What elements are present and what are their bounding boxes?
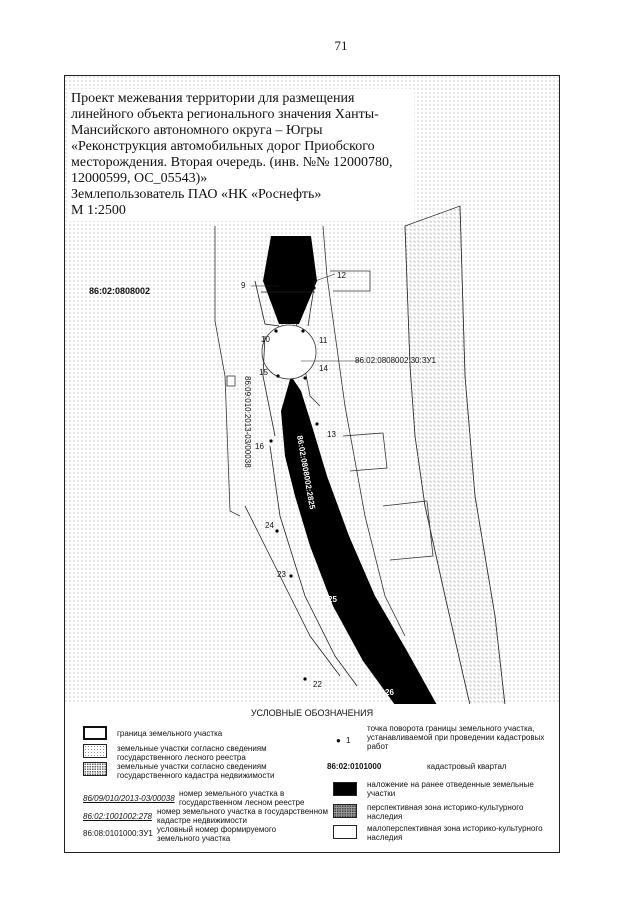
cadastre-code-sample: 86:02:1001002:278 [83,812,152,821]
page-number: 71 [334,38,348,53]
title-line: 12000599, ОС_05543)» [71,171,208,186]
point-label-12: 12 [337,271,346,280]
parcel-code-sample: 86:08:0101000:ЗУ1 [83,829,153,838]
title-line: линейного объекта регионального значения Ханты- [71,107,379,122]
parcel-label: 86:02:0808002:30:ЗУ1 [355,356,437,365]
point-symbol-number: 1 [346,736,351,745]
point-label-15: 15 [259,368,268,377]
legend-item-low-prospective: малоперспективная зона историко-культурного наследия [367,824,543,842]
overlay-swatch [333,782,357,796]
legend-item-cadastre: земельные участки согласно сведениям государственного кадастра недвижимости [117,762,275,780]
scale-line: М 1:2500 [71,203,126,218]
legend-item-forest: земельные участки согласно сведениям государственного лесного реестра [117,744,267,762]
boundary-swatch [83,726,107,740]
road-label: 86:02:0808002:2825 [295,434,317,510]
point-label-25: 25 [328,595,337,604]
forest-label: 86:09:010:2013-03/00038 [243,376,252,468]
legend-item-prospective: перспективная зона историко-культурного наследия [367,803,524,821]
point-symbol-icon: ● [336,736,341,745]
cadastre-code-text: номер земельного участка в государственном кадастре недвижимости [157,807,328,825]
point-label-22: 22 [313,680,322,689]
point-label-26: 26 [385,688,394,697]
title-line: «Реконструкция автомобильных дорог Приобского [71,139,375,154]
forest-code-text: номер земельного участка в государственном лесном реестре [179,789,305,807]
point-label-14: 14 [319,364,328,373]
point-label-24: 24 [265,521,274,530]
point-label-13: 13 [327,430,336,439]
low-prospective-zone-swatch [333,825,357,839]
title-line: Проект межевания территории для размещения [71,91,355,106]
point-label-11: 11 [319,336,328,345]
cadastre-swatch [83,762,107,776]
legend-item-overlay: наложение на ранее отведенные земельные участки [367,780,534,798]
title-line: месторождения. Вторая очередь. (инв. №№ 12000780, [71,155,393,170]
land-user-line: Землепользователь ПАО «НК «Роснефть» [71,187,322,202]
quarter-code-sample: 86:02:0101000 [327,762,382,771]
legend [64,704,560,853]
point-label-9: 9 [241,281,246,290]
title-block [68,89,414,221]
point-label-16: 16 [255,442,264,451]
title-line: Мансийского автономного округа – Югры [71,123,323,138]
legend-title: УСЛОВНЫЕ ОБОЗНАЧЕНИЯ [250,708,374,718]
forest-code-sample: 86/09/010/2013-03/00038 [83,794,175,803]
quarter-code-text: кадастровый квартал [427,762,507,771]
quarter-label: 86:02:0808002 [89,286,151,296]
point-label-10: 10 [261,335,270,344]
point-label-23: 23 [277,570,286,579]
forest-registry-swatch [83,744,107,758]
prospective-zone-swatch [333,804,357,818]
parcel-code-text: условный номер формируемого земельного участка [157,825,277,843]
legend-item-boundary: граница земельного участка [117,729,223,738]
legend-point-text: точка поворота границы земельного участка, устанавливаемой при проведении кадастровых работ [367,724,545,751]
